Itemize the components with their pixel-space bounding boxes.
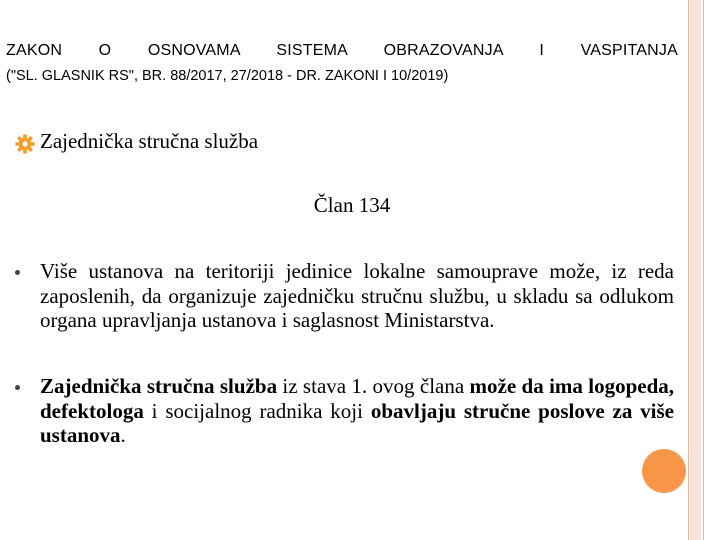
decorative-circle: [642, 449, 686, 493]
article-number: Član 134: [313, 193, 391, 217]
frame-strip: [690, 0, 701, 540]
paragraph-1: Više ustanova na teritoriji jedinice lokalne samouprave može, iz reda zaposlenih, da organizuje zajedničku stručnu službu, u skladu sa odlukom organa upravljanja ustanova i saglasnost Ministarstva.: [40, 259, 674, 332]
paragraph-2: [40, 374, 674, 448]
bullet-dot-icon: [15, 270, 20, 275]
frame-line-left: [688, 0, 689, 540]
frame-line-right: [703, 0, 704, 540]
paragraph-2-bold-2: može da ima logopeda, defektologa: [40, 374, 675, 423]
law-title: ZAKON O OSNOVAMA SISTEMA OBRAZOVANJA I VASPITANJA: [6, 42, 678, 59]
paragraph-2-bold-1: Zajednička stručna služba: [40, 374, 278, 398]
law-citation: ("SL. GLASNIK RS", BR. 88/2017, 27/2018 - DR. ZAKONI I 10/2019): [6, 68, 449, 84]
paragraph-2-text-2: i socijalnog radnika koji: [143, 398, 371, 423]
paragraph-2-bold-3: obavljaju stručne poslove za više ustanova: [40, 398, 674, 447]
section-title: Zajednička stručna služba: [40, 129, 259, 153]
paragraph-2-text-1: iz stava 1. ovog člana: [277, 374, 470, 398]
gear-icon: [14, 133, 36, 155]
bullet-dot-icon: [15, 385, 20, 390]
paragraph-2-text-3: .: [120, 423, 126, 447]
